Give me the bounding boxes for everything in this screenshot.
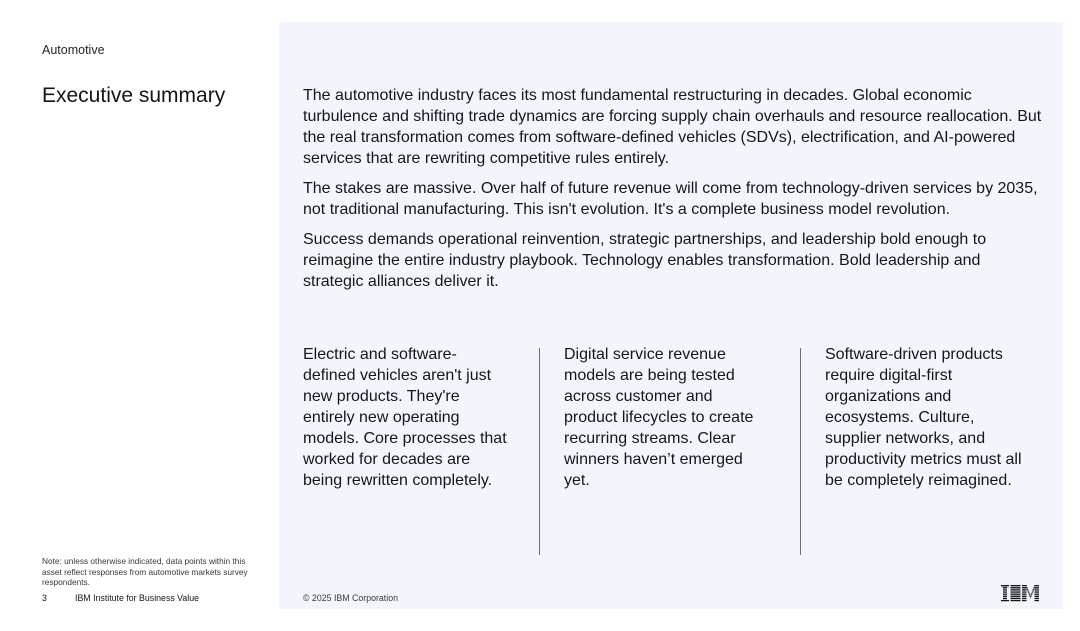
ibm-logo-icon xyxy=(1001,585,1039,602)
footer-organization: IBM Institute for Business Value xyxy=(75,593,200,603)
footnote: Note: unless otherwise indicated, data points within this asset reflect responses from automotive markets survey respondents. xyxy=(42,556,248,587)
column-divider xyxy=(800,348,801,555)
intro-paragraph: Success demands operational reinvention, strategic partnerships, and leadership bold enough to reimagine the entire industry playbook. Technology enables transformation. Bold leadership and strategic alliances deliver it. xyxy=(303,231,987,290)
intro-text xyxy=(303,85,1043,301)
intro-paragraph: The stakes are massive. Over half of future revenue will come from technology-driven services by 2035, not traditional manufacturing. This isn't evolution. It's a complete business model revolution. xyxy=(303,180,1038,218)
key-point-revenue-models: Digital service revenue models are being tested across customer and product lifecycles to create recurring streams. Clear winners haven’t emerged yet. xyxy=(564,346,754,489)
key-point-digital-first: Software-driven products require digital-first organizations and ecosystems. Culture, supplier networks, and productivity metrics must all be completely reimagined. xyxy=(825,346,1022,489)
column-divider xyxy=(539,348,540,555)
page-number: 3 xyxy=(42,593,47,603)
key-points xyxy=(303,344,1043,556)
key-point-operating-models: Electric and software-defined vehicles aren't just new products. They're entirely new operating models. Core processes that worked for decades are being rewritten completely. xyxy=(303,346,507,489)
section-label: Automotive xyxy=(42,43,105,57)
copyright: © 2025 IBM Corporation xyxy=(303,593,398,603)
intro-paragraph: The automotive industry faces its most fundamental restructuring in decades. Global economic turbulence and shifting trade dynamics are forcing supply chain overhauls and resource reallocation. But the real transformation comes from software-defined vehicles (SDVs), electrification, and AI-powered services that are rewriting competitive rules entirely. xyxy=(303,87,1042,167)
page-title: Executive summary xyxy=(42,84,226,107)
